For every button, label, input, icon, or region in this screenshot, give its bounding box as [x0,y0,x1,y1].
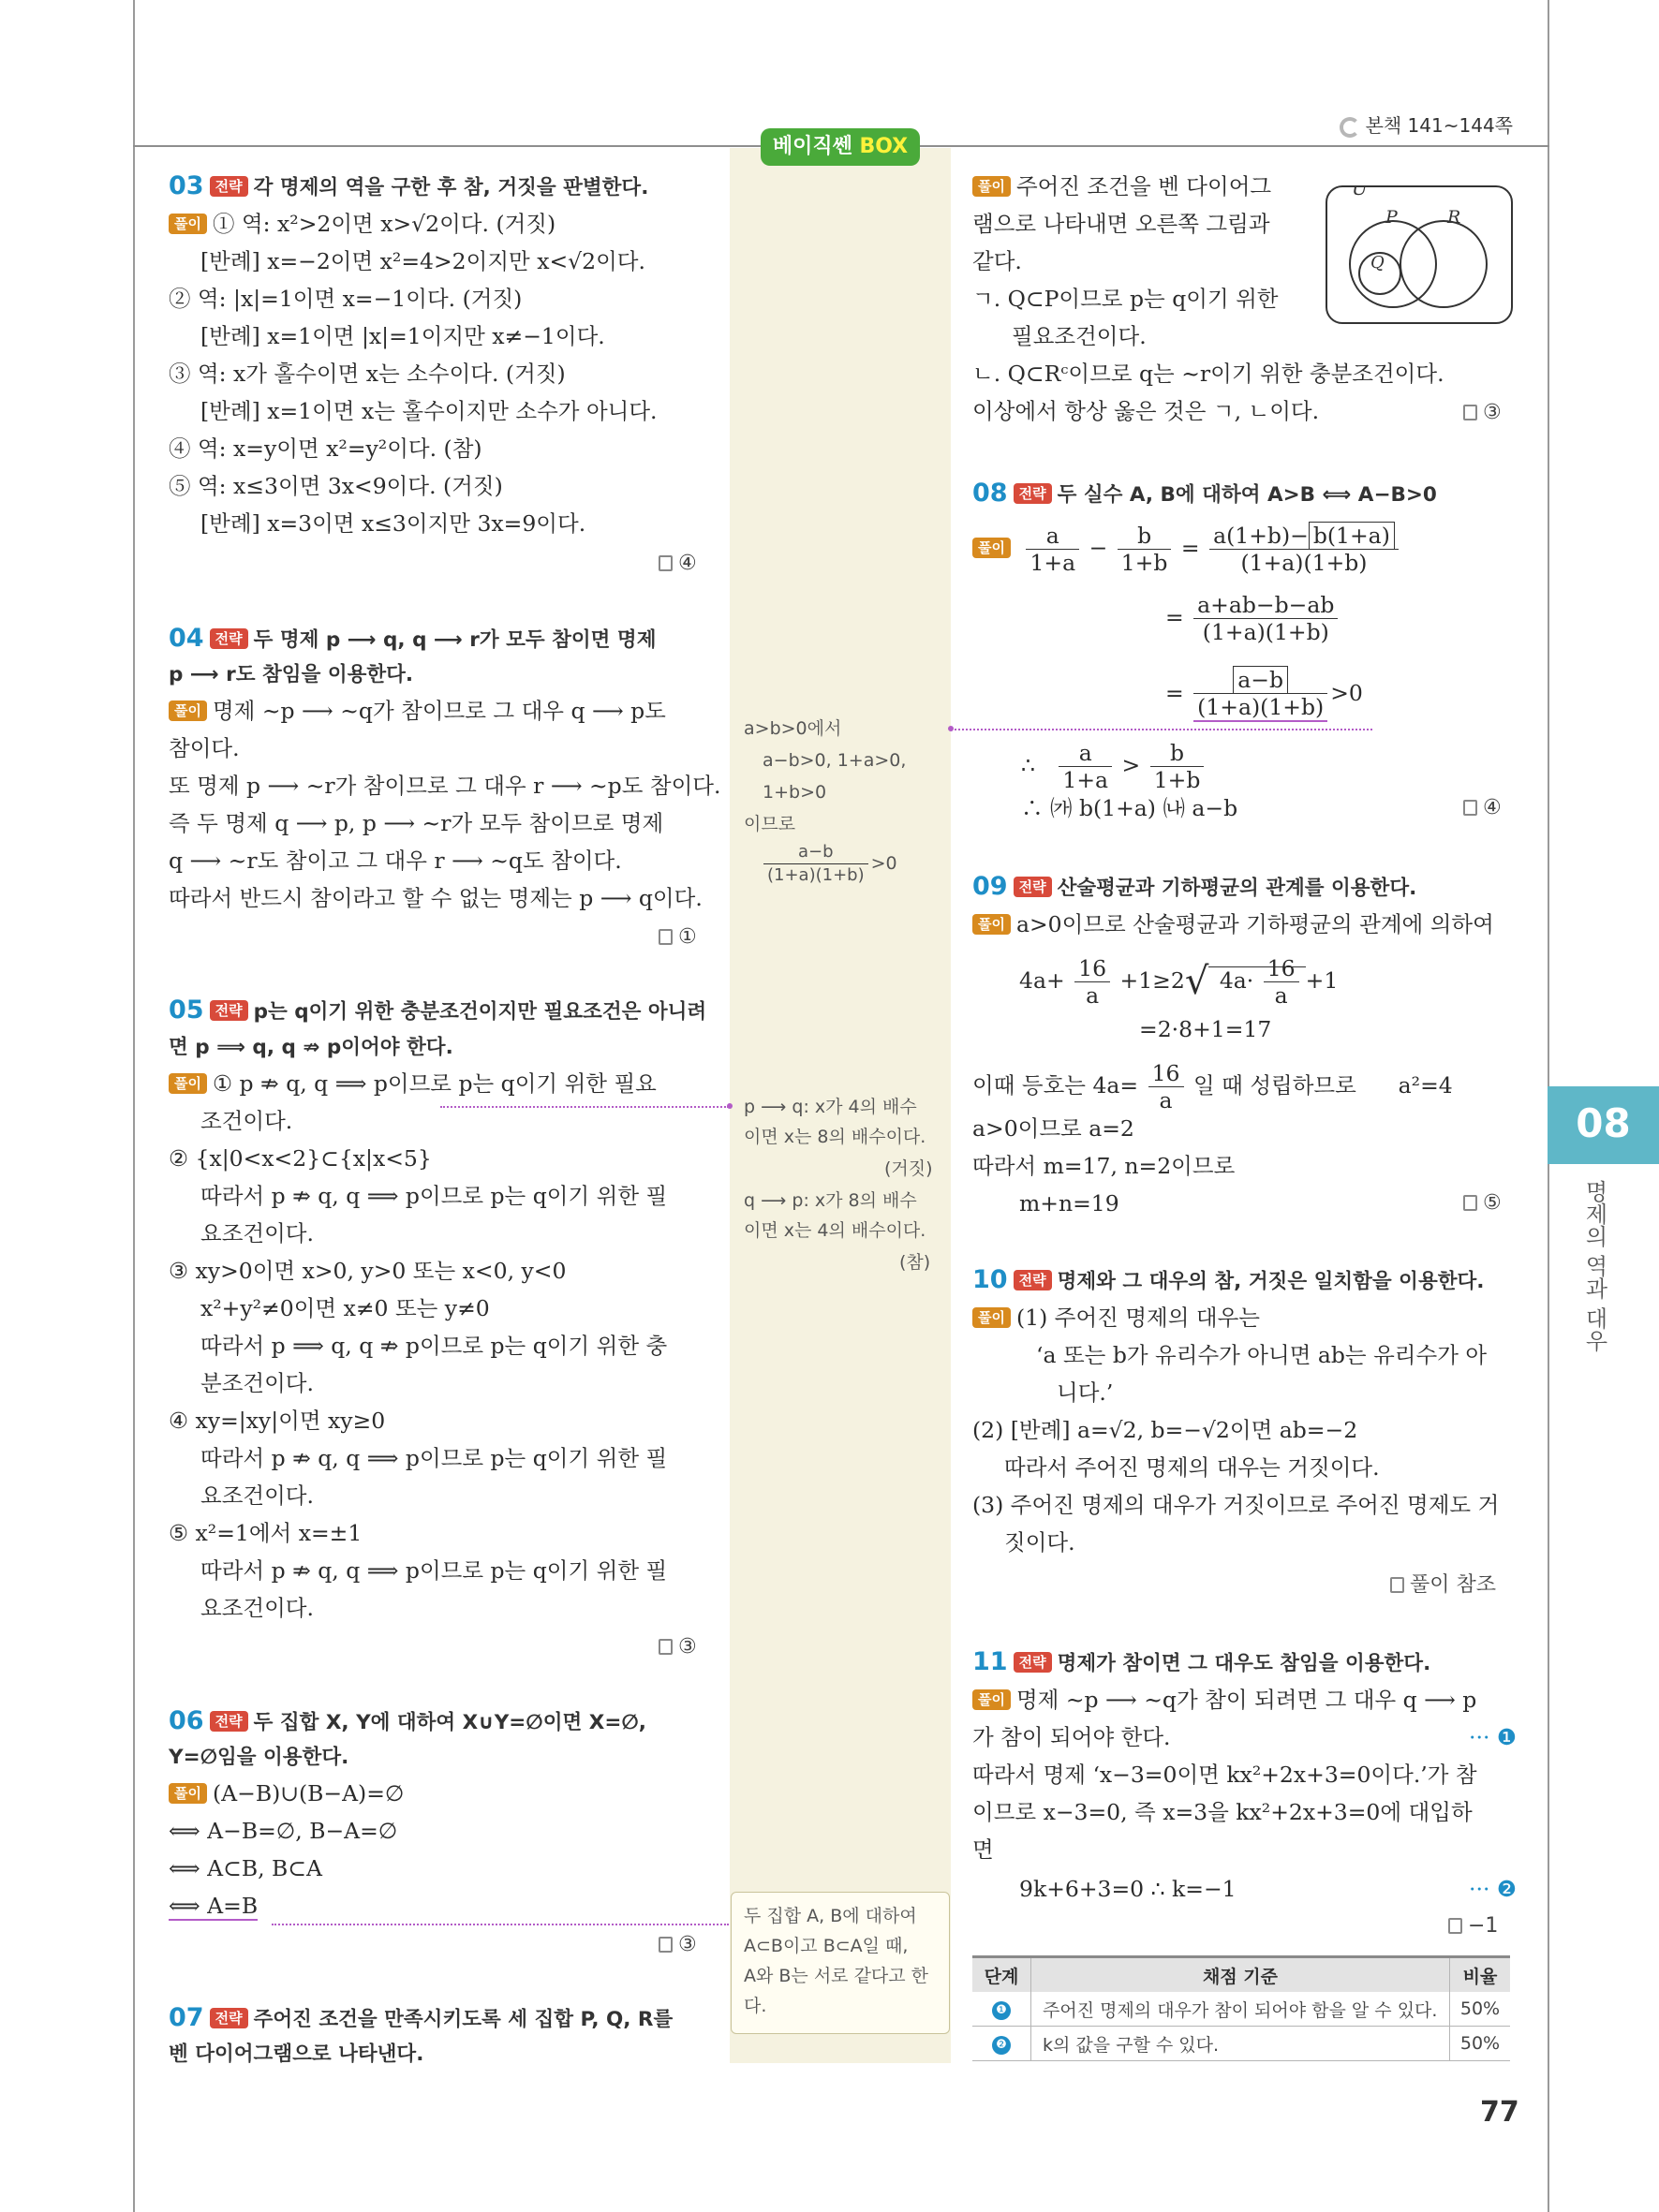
ratio-cell: 50% [1450,1992,1511,2027]
criterion-cell: 주어진 명제의 대우가 참이 되어야 함을 알 수 있다. [1031,1992,1450,2027]
q05-line: 따라서 p ⇏ q, q ⟹ p이므로 p는 q이기 위한 필 [200,1183,668,1209]
q09-line: 따라서 m=17, n=2이므로 [972,1153,1236,1179]
q05-line: 조건이다. [200,1108,293,1134]
q07-line: 이상에서 항상 옳은 것은 ㄱ, ㄴ이다. [972,398,1320,424]
q04-header: 04 전략 두 명제 p ⟶ q, q ⟶ r가 모두 참이면 명제 [169,624,657,653]
ratio-cell: 50% [1450,2027,1511,2061]
column-header: 채점 기준 [1031,1957,1450,1993]
leader-dot [948,726,954,731]
q09-equality: 이때 등호는 4a= $\frac{16}{a}$ 일 때 성립하므로 a²=4 [972,1060,1453,1113]
q10-line: 풀이 (1) 주어진 명제의 대우는 [972,1304,1260,1332]
venn-label-p: P [1385,207,1398,228]
side-note-q08: a−b>0, 1+a>0, [763,750,907,771]
q05-line: 따라서 p ⇏ q, q ⟹ p이므로 p는 q이기 위한 필 [200,1557,668,1584]
q03-line: ② 역: |x|=1이면 x=−1이다. (거짓) [169,286,523,312]
q11-line: 면 [972,1836,994,1863]
q03-header: 03 전략 각 명제의 역을 구한 후 참, 거짓을 판별한다. [169,171,649,200]
q06-line: ⟺ A⊂B, B⊂A [169,1855,322,1881]
q11-line: 가 참이 되어야 한다. [972,1724,1171,1750]
q04-line: 또 명제 p ⟶ ~r가 참이므로 그 대우 r ⟶ ~p도 참이다. [169,773,721,799]
q10-line: (2) [반례] a=√2, b=−√2이면 ab=−2 [972,1417,1358,1443]
side-note-q06: A⊂B이고 B⊂A일 때, [744,1936,909,1956]
side-note-q06: 두 집합 A, B에 대하여 [744,1906,917,1926]
answer-icon [659,1937,673,1953]
q10-line: (3) 주어진 명제의 대우가 거짓이므로 주어진 명제도 거 [972,1492,1500,1518]
chapter-tab: 08 [1548,1086,1659,1161]
set-r-circle [1400,221,1487,307]
q06-line: ⟺ A=B [169,1893,259,1919]
side-note-q08-fraction: $\frac{a-b}{(1+a)(1+b)}$ >0 [761,841,897,887]
table-row [972,2027,1510,2061]
q04-answer: ① [659,925,697,949]
criterion-cell: k의 값을 구할 수 있다. [1031,2027,1450,2061]
q11-line: 이므로 x−3=0, 즉 x=3을 kx²+2x+3=0에 대입하 [972,1799,1473,1825]
q07-line: 필요조건이다. [1012,323,1147,349]
q11-line: 9k+6+3=0 ∴ k=−1 [1019,1876,1237,1902]
q06-answer: ③ [659,1933,697,1956]
q07-line: ㄱ. Q⊂P이므로 p는 q이기 위한 [972,286,1279,312]
side-note-q05: (거짓) [884,1158,933,1179]
q03-line: [반례] x=1이면 |x|=1이지만 x≠−1이다. [200,323,605,349]
left-margin-line [133,0,135,2212]
q10-line: ‘a 또는 b가 유리수가 아니면 ab는 유리수가 아 [1036,1342,1488,1368]
q08-header: 08 전략 두 실수 A, B에 대하여 A>B ⟺ A−B>0 [972,479,1437,508]
answer-icon [659,929,673,945]
q05-line: 따라서 p ⟹ q, q ⇏ p이므로 p는 q이기 위한 충 [200,1333,668,1359]
q09-line: 풀이 a>0이므로 산술평균과 기하평균의 관계에 의하여 [972,910,1494,938]
fraction: $\frac{b}{1+b}$ [1150,740,1205,793]
q04-line: 풀이 명제 ~p ⟶ ~q가 참이므로 그 대우 q ⟶ p도 [169,697,666,725]
page-number: 77 [1480,2096,1519,2129]
venn-label-u: U [1352,187,1368,199]
side-note-q08: a>b>0에서 [744,718,842,739]
page-ref-icon [1340,117,1360,138]
q05-line: 요조건이다. [200,1595,314,1621]
q05-strategy-cont: 면 p ⟹ q, q ⇏ p이어야 한다. [169,1036,453,1059]
q05-line: ③ xy>0이면 x>0, y>0 또는 x<0, y<0 [169,1258,567,1284]
q04-line: q ⟶ ~r도 참이고 그 대우 r ⟶ ~q도 참이다. [169,848,622,874]
q10-line: 니다.’ [1057,1379,1114,1406]
scoring-table [972,1955,1510,2061]
column-header: 단계 [972,1957,1031,1993]
chapter-band [1548,1161,1659,1164]
venn-svg [1327,187,1515,326]
q08-eq2: = $\frac{a+ab-b-ab}{(1+a)(1+b)}$ [1165,592,1341,645]
blank-box-ga: b(1+a) [1309,522,1395,550]
side-note-q06: 다. [744,1996,767,2016]
q05-line: ⑤ x²=1에서 x=±1 [169,1520,363,1546]
q06-strategy-cont: Y=∅임을 이용한다. [169,1746,349,1769]
q08-final: ∴ ㈎ b(1+a) ㈏ a−b [1021,795,1238,821]
q09-header: 09 전략 산술평균과 기하평균의 관계를 이용한다. [972,872,1417,901]
q05-header: 05 전략 p는 q이기 위한 충분조건이지만 필요조건은 아니려 [169,995,707,1025]
q04-line: 즉 두 명제 q ⟶ p, p ⟶ ~r가 모두 참이므로 명제 [169,810,664,836]
q07-strategy-cont: 벤 다이어그램으로 나타낸다. [169,2042,424,2066]
q10-line: 짓이다. [1004,1529,1075,1556]
q04-line: 참이다. [169,735,240,761]
step-cell: ❷ [972,2027,1031,2061]
q05-line: 분조건이다. [200,1370,314,1396]
q03-line: [반례] x=3이면 x≤3이지만 3x=9이다. [200,510,586,537]
side-note-q08: 1+b>0 [763,782,827,803]
q09-line: m+n=19 [1019,1190,1119,1217]
fraction: $\frac{16}{a}$ [1264,955,1299,1009]
q05-line: ② {x|0<x<2}⊂{x|x<5} [169,1145,432,1172]
fraction: $\frac{16}{a}$ [1074,955,1110,1009]
venn-diagram [1326,185,1513,324]
answer-icon [1390,1577,1404,1593]
side-note-q05: (참) [899,1252,931,1273]
step-mark-1: ··· ❶ [1469,1724,1517,1750]
q03-answer: ④ [659,552,697,575]
answer-icon [1463,800,1477,816]
q08-conclusion: ∴ $\frac{a}{1+a}$ > $\frac{b}{1+b}$ [1021,740,1207,793]
q05-line: 요조건이다. [200,1220,314,1246]
step-mark-2: ··· ❷ [1469,1876,1517,1902]
q08-eq1: 풀이 $\frac{a}{1+a}$ − $\frac{b}{1+b}$ = $\frac{a(1+b)- b(1+a)}{(1+a)(1+b)}$ [972,523,1401,576]
fraction: $\frac{a}{1+a}$ [1026,523,1079,576]
q09-line: =2·8+1=17 [1139,1016,1272,1042]
q07-answer: ③ [1463,401,1502,424]
answer-icon [1463,1195,1477,1211]
q05-line: 풀이 ① p ⇏ q, q ⟹ p이므로 p는 q이기 위한 필요 [169,1069,657,1098]
q10-header: 10 전략 명제와 그 대우의 참, 거짓은 일치함을 이용한다. [972,1265,1485,1294]
basic-box-tab: 베이직쎈 BOX [761,128,920,166]
q09-answer: ⑤ [1463,1191,1502,1215]
answer-icon [1463,405,1477,420]
leader-line-q08 [951,729,1372,730]
step-cell: ❶ [972,1992,1031,2027]
q03-line: ③ 역: x가 홀수이면 x는 소수이다. (거짓) [169,361,566,387]
q05-line: x²+y²≠0이면 x≠0 또는 y≠0 [200,1295,490,1321]
q03-line: [반례] x=−2이면 x²=4>2이지만 x<√2이다. [200,248,645,274]
venn-label-q: Q [1370,253,1385,273]
answer-icon [1448,1918,1462,1934]
q07-line: 같다. [972,248,1022,274]
q03-line: ④ 역: x=y이면 x²=y²이다. (참) [169,435,482,462]
fraction: $\frac{a}{1+a}$ [1059,740,1112,793]
venn-label-r: R [1447,207,1461,228]
q09-line: a>0이므로 a=2 [972,1115,1134,1142]
chapter-name: 명제의 역과 대우 [1581,1180,1607,1352]
side-note-q05: q ⟶ p: x가 8의 배수 [744,1190,917,1211]
set-p-circle [1350,221,1436,307]
q08-answer: ④ [1463,796,1502,819]
q07-line: 풀이 주어진 조건을 벤 다이어그 [972,172,1271,200]
q07-line: ㄴ. Q⊂Rᶜ이므로 q는 ~r이기 위한 충분조건이다. [972,361,1444,387]
q05-line: ④ xy=|xy|이면 xy≥0 [169,1408,386,1434]
q11-line: 따라서 명제 ‘x−3=0이면 kx²+2x+3=0이다.’가 참 [972,1762,1477,1788]
fraction: $\frac{a(1+b)- b(1+a)}{(1+a)(1+b)}$ [1209,523,1399,576]
q06-line: ⟺ A−B=∅, B−A=∅ [169,1818,398,1844]
q07-line: 램으로 나타내면 오른쪽 그림과 [972,211,1270,237]
leader-dot [727,1103,733,1109]
q11-answer: −1 [1448,1914,1498,1938]
q03-line: ⑤ 역: x≤3이면 3x<9이다. (거짓) [169,473,503,499]
q08-eq3: = $\frac{a-b}{(1+a)(1+b)}$ >0 [1165,667,1363,720]
q11-line: 풀이 명제 ~p ⟶ ~q가 참이 되려면 그 대우 q ⟶ p [972,1686,1476,1714]
q05-line: 따라서 p ⇏ q, q ⟹ p이므로 p는 q이기 위한 필 [200,1445,668,1471]
page-reference: 본책 141~144쪽 [1340,111,1513,138]
q06-line: 풀이 (A−B)∪(B−A)=∅ [169,1779,404,1807]
leader-line-q06 [272,1924,729,1925]
side-note-q06: A와 B는 서로 같다고 한 [744,1966,929,1986]
sqrt-sign: √ [1184,960,1209,1003]
side-note-q08: 이므로 [744,814,796,834]
q03-line: [반례] x=1이면 x는 홀수이지만 소수가 아니다. [200,398,658,424]
side-note-q05: 이면 x는 4의 배수이다. [744,1220,926,1241]
fraction: $\frac{a-b}{(1+a)(1+b)}$ [1193,667,1327,722]
fraction: $\frac{16}{a}$ [1148,1060,1184,1113]
column-header: 비율 [1450,1957,1511,1993]
q04-line: 따라서 반드시 참이라고 할 수 없는 명제는 p ⟶ q이다. [169,885,703,911]
q05-answer: ③ [659,1635,697,1659]
q06-header: 06 전략 두 집합 X, Y에 대하여 X∪Y=∅이면 X=∅, [169,1706,646,1735]
fraction: $\frac{a+ab-b-ab}{(1+a)(1+b)}$ [1193,592,1338,645]
side-note-q05: p ⟶ q: x가 4의 배수 [744,1097,917,1117]
q09-inequality: 4a+ $\frac{16}{a}$ +1≥2√ 4a· $\frac{16}{a}$ +1 [1019,955,1339,1009]
q05-line: 요조건이다. [200,1482,314,1509]
q03-line: 풀이 ① 역: x²>2이면 x>√2이다. (거짓) [169,210,555,238]
leader-line-q05 [440,1106,729,1108]
fraction: $\frac{b}{1+b}$ [1118,523,1172,576]
scoring-table-header [972,1957,1510,1993]
table-row [972,1992,1510,2027]
blank-box-na: a−b [1233,666,1288,694]
side-note-q05: 이면 x는 8의 배수이다. [744,1127,926,1147]
q07-header: 07 전략 주어진 조건을 만족시키도록 세 집합 P, Q, R를 [169,2003,674,2032]
q10-line: 따라서 주어진 명제의 대우는 거짓이다. [1004,1454,1380,1481]
q10-answer: 풀이 참조 [1390,1569,1496,1598]
answer-icon [659,1639,673,1655]
answer-icon [659,555,673,571]
q11-header: 11 전략 명제가 참이면 그 대우도 참임을 이용한다. [972,1647,1431,1676]
q04-strategy-cont: p ⟶ r도 참임을 이용한다. [169,663,414,686]
